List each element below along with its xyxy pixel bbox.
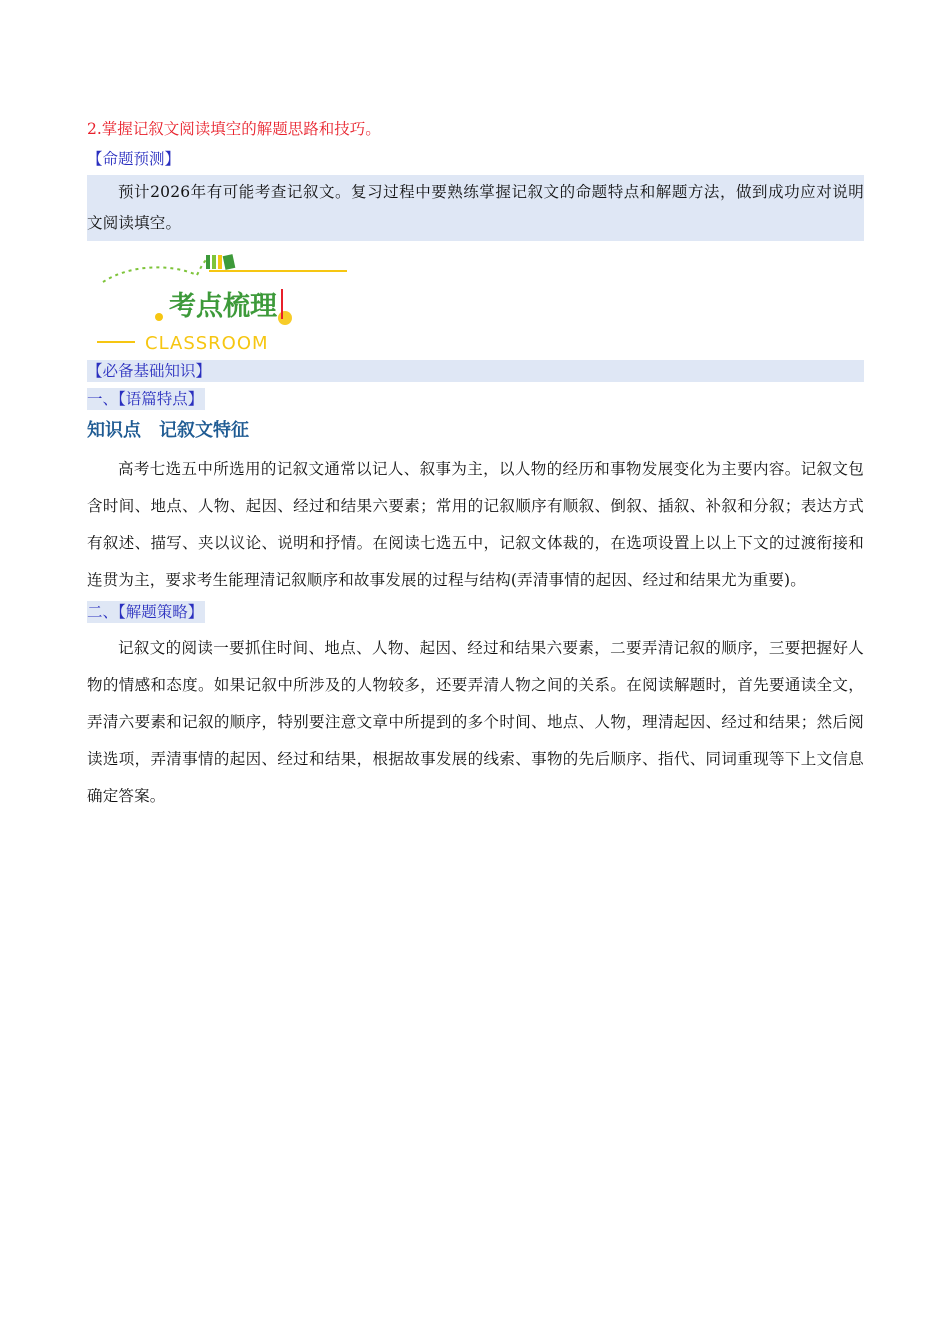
section1-text: 高考七选五中所选用的记叙文通常以记人、叙事为主，以人物的经历和事物发展变化为主要内容。记叙文包含时间、地点、人物、起因、经过和结果六要素；常用的记叙顺序有顺叙、倒叙、插叙、补叙和分叙；表达方式有叙述、描写、夹以议论、说明和抒情。在阅读七选五中，记叙文体裁的，在选项设置上以上下文的过渡衔接和连贯为主，要求考生能理清记叙顺序和故事发展的过程与结构(弄清事情的起因、经过和结果尤为重要)。 [87, 460, 864, 589]
section2-label: 二、【解题策略】 [87, 603, 204, 621]
section2-text: 记叙文的阅读一要抓住时间、地点、人物、起因、经过和结果六要素，二要弄清记叙的顺序，三要把握好人物的情感和态度。如果记叙中所涉及的人物较多，还要弄清人物之间的关系。在阅读解题时，首先要通读全文，弄清六要素和记叙的顺序，特别要注意文章中所提到的多个时间、地点、人物，理清起因、经过和结果；然后阅读选项，弄清事情的起因、经过和结果，根据故事发展的线索、事物的先后顺序、指代、同词重现等下上文信息确定答案。 [87, 639, 864, 805]
section1-label-row [87, 388, 864, 410]
banner-title: 考点梳理 [169, 291, 277, 322]
section2-label-row [87, 601, 864, 623]
learning-objective: 2.掌握记叙文阅读填空的解题思路和技巧。 [87, 120, 381, 138]
banner-subtitle: CLASSROOM [145, 333, 269, 354]
banner-graphic [89, 245, 359, 360]
knowledge-point-title: 知识点 记叙文特征 [87, 420, 249, 441]
basic-knowledge-label: 【必备基础知识】 [87, 360, 864, 382]
classroom-banner [89, 245, 359, 360]
prediction-text: 预计2026年有可能考查记叙文。复习过程中要熟练掌握记叙文的命题特点和解题方法，做到成功应对说明文阅读填空。 [87, 175, 864, 241]
document-page [87, 118, 864, 815]
prediction-label: 【命题预测】 [87, 150, 181, 168]
section1-label: 一、【语篇特点】 [87, 390, 204, 408]
